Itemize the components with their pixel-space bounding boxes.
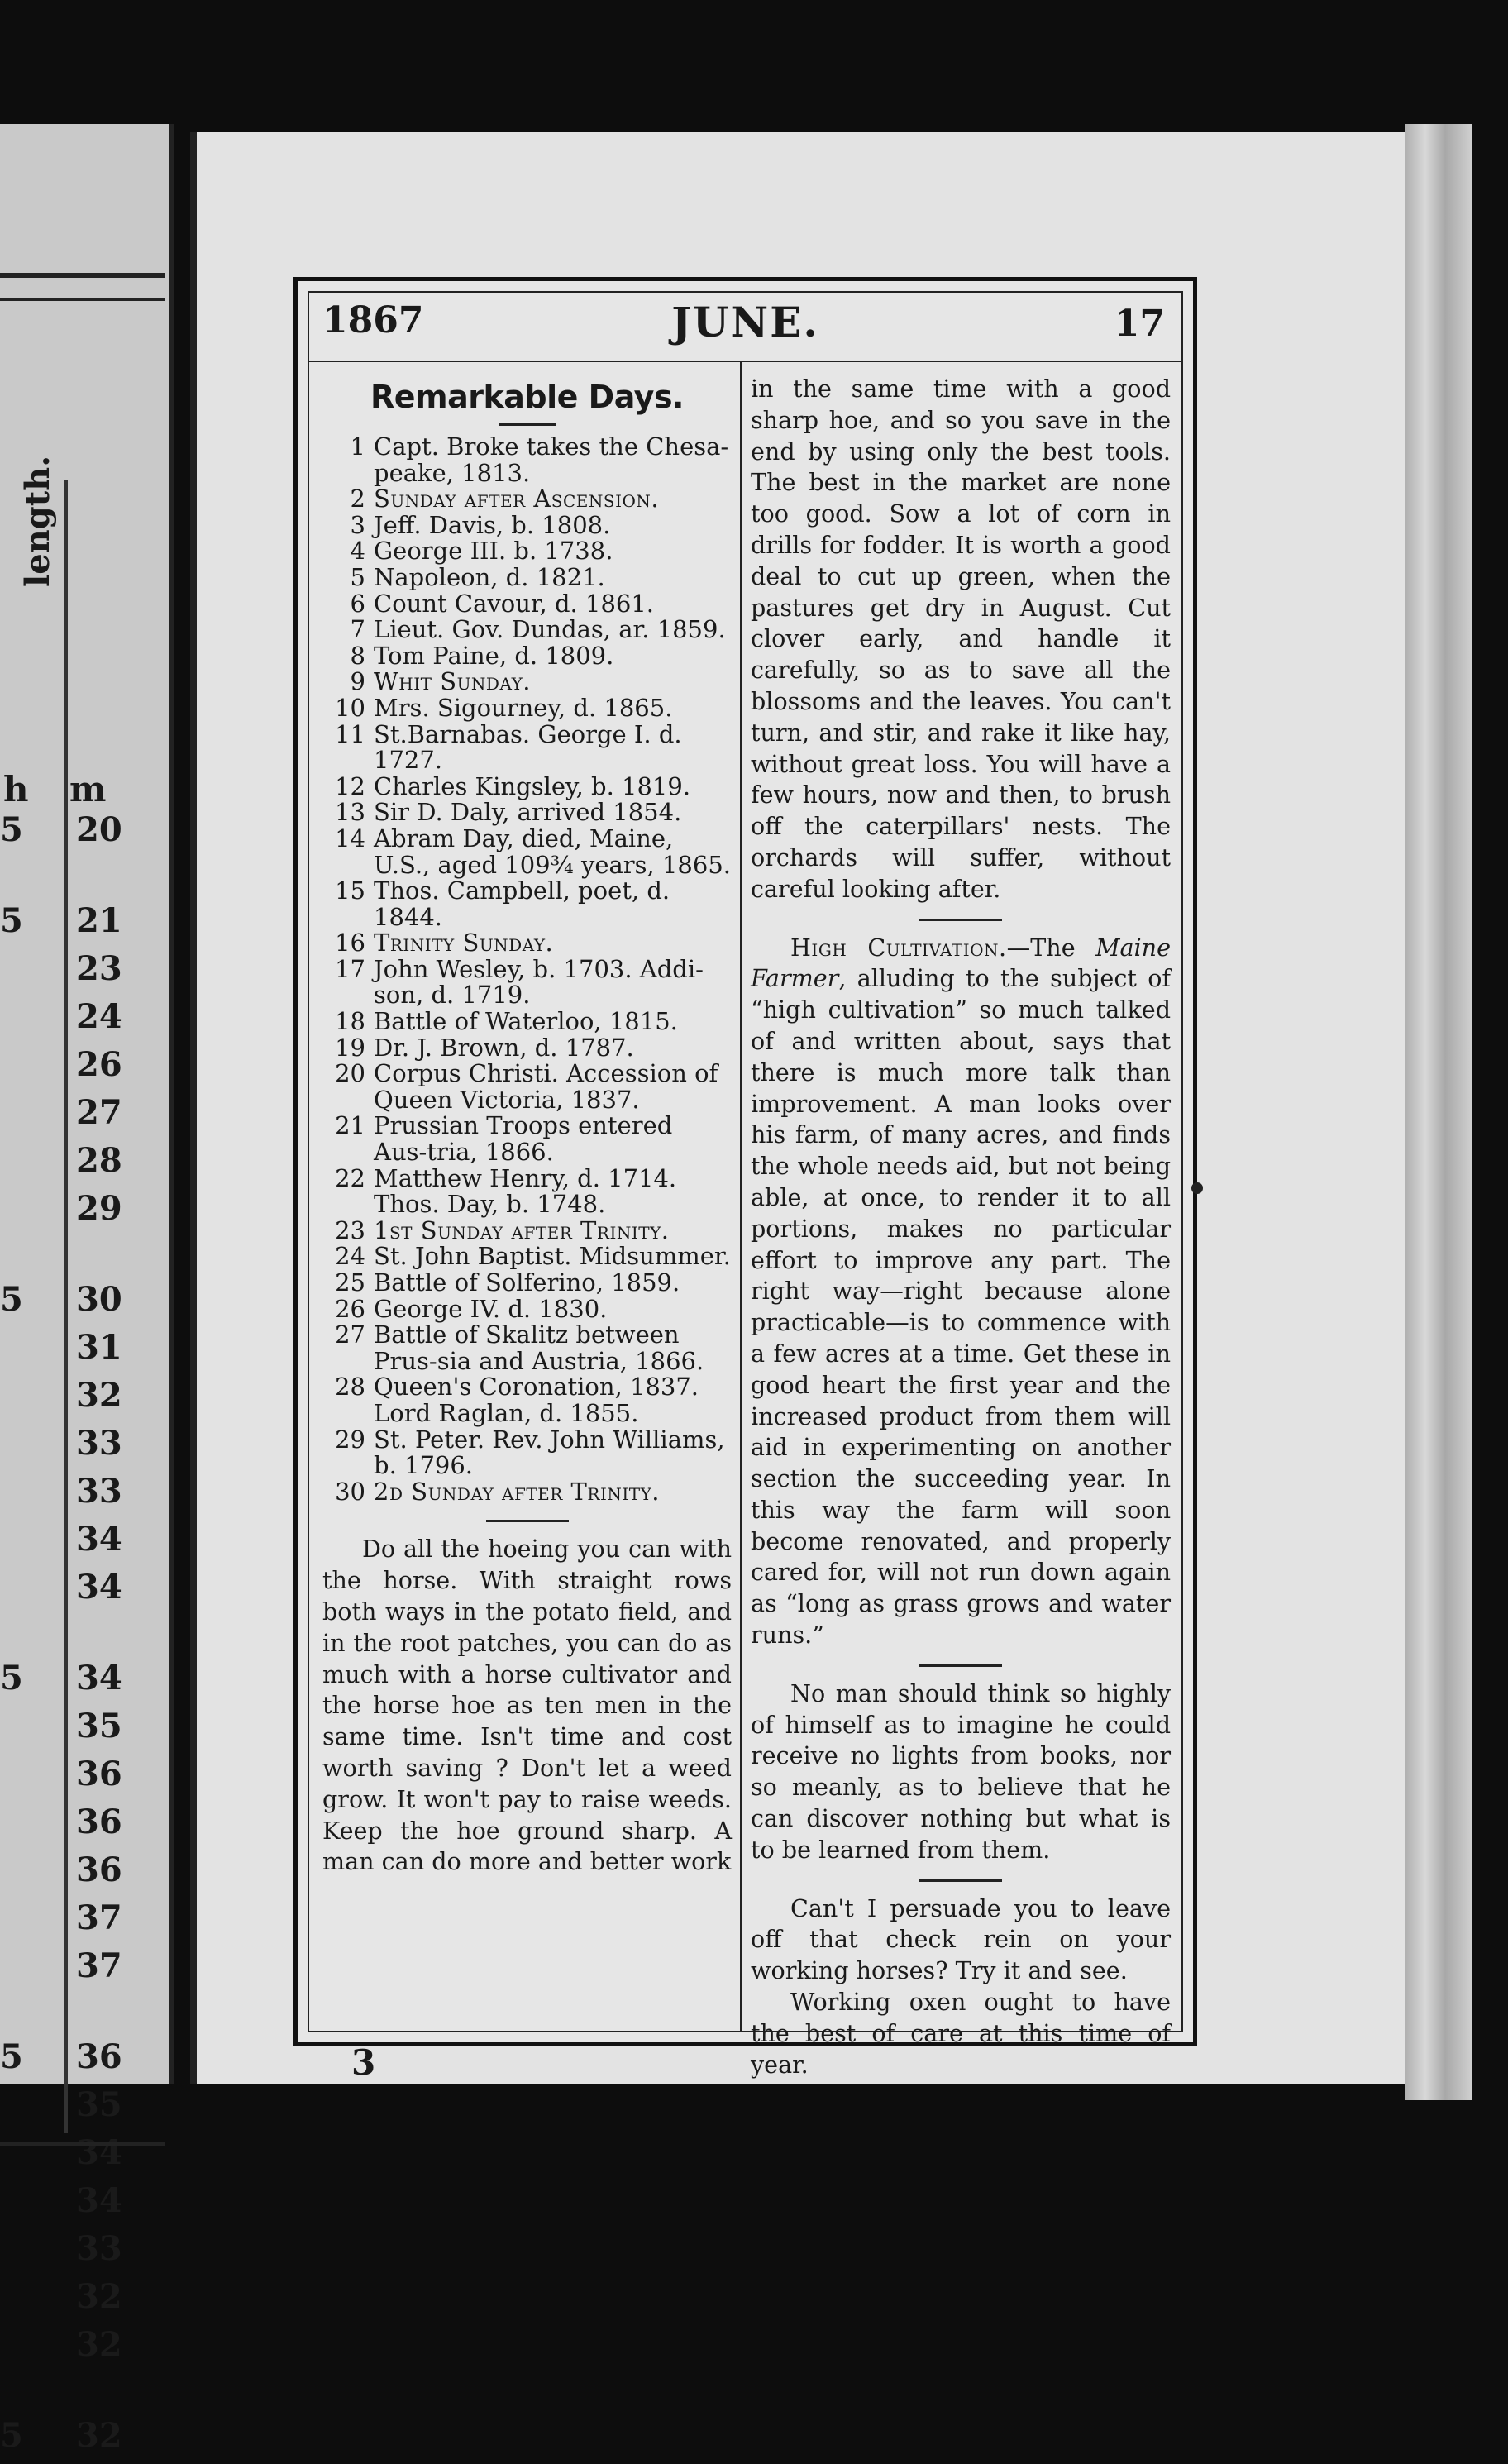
minutes-value: 37 [76, 1898, 122, 1937]
day-number: 3 [350, 510, 365, 539]
day-entry [322, 954, 732, 1010]
minutes-value: 34 [76, 2181, 122, 2220]
day-length-list [0, 810, 165, 2464]
minutes-value: 34 [76, 1568, 122, 1607]
day-length-row [0, 1616, 165, 1659]
minutes-value: 36 [76, 2037, 122, 2076]
day-number: 4 [350, 537, 365, 566]
day-event: Battle of Solferino, 1859. [374, 1268, 680, 1296]
day-event: St. Peter. Rev. John Williams, b. 1796. [374, 1425, 725, 1480]
hours-value: 5 [0, 1659, 23, 1698]
day-length-row [0, 858, 165, 901]
day-entry [322, 591, 732, 618]
day-event: Sir D. Daly, arrived 1854. [374, 798, 682, 827]
day-event: St. John Baptist. Midsummer. [374, 1242, 731, 1271]
day-length-row [0, 1755, 165, 1803]
day-number: 9 [350, 667, 365, 696]
section-rule [919, 1879, 1002, 1882]
left-page-rule [0, 298, 165, 301]
day-length-row [0, 1803, 165, 1850]
day-number: 24 [335, 1242, 365, 1271]
day-length-row [0, 1898, 165, 1946]
day-length-row [0, 1280, 165, 1328]
hours-value: 5 [0, 1280, 23, 1319]
day-number: 25 [335, 1268, 365, 1296]
minutes-value: 23 [76, 949, 122, 988]
day-number: 8 [350, 641, 365, 670]
day-length-row [0, 1189, 165, 1237]
day-entry [322, 1163, 732, 1219]
day-length-row [0, 2229, 165, 2277]
column-divider [740, 362, 742, 2032]
day-length-row [0, 1520, 165, 1568]
minutes-value: 33 [76, 1472, 122, 1511]
left-page-fragment [0, 124, 174, 2455]
day-number: 20 [335, 1059, 365, 1088]
day-entry [322, 562, 732, 591]
day-event: Sunday after Ascension. [374, 485, 660, 513]
day-length-row [0, 1376, 165, 1424]
day-event: Trinity Sunday. [374, 929, 554, 957]
day-entry [322, 1374, 732, 1426]
day-event: Matthew Henry, d. 1714. Thos. Day, b. 1748. [374, 1163, 677, 1219]
day-event: Corpus Christi. Accession of Queen Victoria, 1837. [374, 1059, 718, 1114]
day-entry [322, 1322, 732, 1374]
day-event: Tom Paine, d. 1809. [374, 641, 614, 670]
day-entry [322, 1244, 732, 1270]
day-length-row [0, 2325, 165, 2373]
day-event: Count Cavour, d. 1861. [374, 589, 655, 618]
day-entry [322, 1296, 732, 1323]
page-edge [1405, 124, 1472, 2100]
header-rule [308, 361, 1183, 362]
minutes-value: 37 [76, 1946, 122, 1985]
day-entry [322, 1427, 732, 1479]
ink-dot [1191, 1182, 1203, 1194]
day-entry [322, 1035, 732, 1062]
minutes-value: 32 [76, 2277, 122, 2316]
day-length-row [0, 1141, 165, 1189]
hours-header: h [3, 769, 29, 809]
day-number: 2 [350, 485, 365, 513]
day-length-row [0, 1328, 165, 1376]
day-event: Prussian Troops entered Aus-tria, 1866. [374, 1111, 673, 1167]
day-length-row [0, 1093, 165, 1141]
day-length-row [0, 2277, 165, 2325]
day-entry [322, 1113, 732, 1165]
day-entry [322, 1270, 732, 1296]
length-column-label: length. [18, 455, 57, 587]
day-number: 5 [350, 562, 365, 591]
day-entry [322, 538, 732, 565]
minutes-value: 32 [76, 2325, 122, 2364]
day-entry [322, 434, 732, 486]
minutes-value: 31 [76, 1328, 122, 1367]
day-event: 1st Sunday after Trinity. [374, 1215, 670, 1244]
books-paragraph: No man should think so highly of himself as to imagine he could receive no lights from books, nor so meanly, as to believe that he can discover nothing but what is to be learned from them. [751, 1678, 1171, 1864]
minutes-value: 32 [76, 2416, 122, 2455]
minutes-value: 21 [76, 901, 122, 940]
day-number: 21 [335, 1111, 365, 1140]
day-number: 30 [335, 1477, 365, 1506]
minutes-value: 36 [76, 1755, 122, 1793]
day-entry [322, 826, 732, 878]
day-event: Battle of Skalitz between Prus-sia and Austria, 1866. [374, 1320, 704, 1375]
day-length-row [0, 2037, 165, 2085]
day-number: 13 [335, 798, 365, 827]
minutes-value: 33 [76, 1424, 122, 1463]
day-entry [322, 1479, 732, 1506]
day-entry [322, 1215, 732, 1244]
day-number: 18 [335, 1007, 365, 1036]
day-number: 29 [335, 1425, 365, 1454]
day-number: 7 [350, 615, 365, 644]
minutes-value: 35 [76, 1707, 122, 1745]
day-entry [322, 1009, 732, 1035]
day-event: Jeff. Davis, b. 1808. [374, 510, 611, 539]
day-event: John Wesley, b. 1703. Addi-son, d. 1719. [374, 954, 704, 1010]
day-entry [322, 617, 732, 643]
title-rule [499, 423, 556, 426]
day-number: 26 [335, 1294, 365, 1323]
minutes-value: 29 [76, 1189, 122, 1228]
day-entry [322, 771, 732, 800]
day-event: Charles Kingsley, b. 1819. [374, 771, 691, 800]
high-cultivation-heading: High Cultivation. [790, 933, 1007, 962]
hours-value: 5 [0, 2416, 23, 2455]
high-cultivation-paragraph [751, 933, 1171, 1651]
day-event: Battle of Waterloo, 1815. [374, 1007, 678, 1036]
minutes-value: 24 [76, 997, 122, 1036]
header-month: JUNE. [671, 298, 819, 346]
day-number: 6 [350, 589, 365, 618]
check-rein-paragraph: Can't I persuade you to leave off that check rein on your working horses? Try it and see. [751, 1893, 1171, 1985]
day-number: 23 [335, 1215, 365, 1244]
hours-value: 5 [0, 901, 23, 940]
day-number: 27 [335, 1320, 365, 1349]
day-length-row [0, 1424, 165, 1472]
day-length-row [0, 1707, 165, 1755]
high-cultivation-source: Maine Farmer [751, 933, 1171, 993]
signature-mark: 3 [351, 2042, 376, 2083]
day-event: George IV. d. 1830. [374, 1294, 608, 1323]
day-event: George III. b. 1738. [374, 537, 613, 566]
section-rule [919, 919, 1002, 921]
day-length-row [0, 1045, 165, 1093]
day-entry [322, 643, 732, 670]
day-length-row [0, 1472, 165, 1520]
minutes-value: 33 [76, 2229, 122, 2268]
day-length-row [0, 2133, 165, 2181]
day-length-row [0, 997, 165, 1045]
day-length-row [0, 949, 165, 997]
day-event: St.Barnabas. George I. d. 1727. [374, 719, 682, 775]
day-number: 15 [335, 876, 365, 905]
day-entry [322, 695, 732, 722]
minutes-value: 34 [76, 2133, 122, 2172]
hoeing-paragraph: Do all the hoeing you can with the horse. With straight rows both ways in the potato field, and in the root patches, you can do as much with a horse cultivator and the horse hoe as ten men in the same time. Isn't time and cost worth saving ? Don't let a weed grow. It won't pay to raise weeds. Keep the hoe ground sharp. A man can do more and better work [322, 1535, 732, 1876]
day-event: Dr. J. Brown, d. 1787. [374, 1033, 634, 1062]
section-rule [919, 1664, 1002, 1667]
day-number: 16 [335, 929, 365, 957]
minutes-value: 36 [76, 1850, 122, 1889]
day-length-row [0, 1237, 165, 1280]
left-column [322, 372, 732, 1878]
day-length-row [0, 810, 165, 858]
day-length-row [0, 1659, 165, 1707]
day-entry [322, 486, 732, 513]
day-number: 12 [335, 771, 365, 800]
minutes-value: 28 [76, 1141, 122, 1180]
day-entry [322, 800, 732, 826]
day-number: 11 [335, 719, 365, 748]
minutes-value: 34 [76, 1659, 122, 1698]
day-number: 28 [335, 1373, 365, 1402]
day-entry [322, 669, 732, 695]
almanac-page-frame [293, 277, 1197, 2079]
day-number: 17 [335, 954, 365, 983]
day-event: Napoleon, d. 1821. [374, 562, 605, 591]
high-cultivation-lead: —The [1006, 933, 1096, 962]
day-length-row [0, 2181, 165, 2229]
day-event: Abram Day, died, Maine, U.S., aged 109¾ years, 1865. [374, 824, 731, 879]
day-length-row [0, 2416, 165, 2464]
day-length-row [0, 2373, 165, 2416]
day-event: Capt. Broke takes the Chesa-peake, 1813. [374, 432, 729, 487]
day-length-row [0, 901, 165, 949]
day-length-row [0, 1994, 165, 2037]
day-event: Whit Sunday. [374, 667, 532, 696]
left-page-hm-header [3, 769, 136, 809]
working-oxen-paragraph: Working oxen ought to have the best of care at this time of year. [751, 1988, 1171, 2079]
remarkable-days-title: Remarkable Days. [370, 379, 684, 415]
hours-value: 5 [0, 810, 23, 849]
day-event: Lieut. Gov. Dundas, ar. 1859. [374, 615, 726, 644]
minutes-value: 30 [76, 1280, 122, 1319]
minutes-value: 34 [76, 1520, 122, 1559]
section-rule [486, 1520, 569, 1522]
day-length-row [0, 2085, 165, 2133]
day-number: 22 [335, 1163, 365, 1192]
day-event: Thos. Campbell, poet, d. 1844. [374, 876, 670, 931]
day-entry [322, 878, 732, 930]
day-number: 14 [335, 824, 365, 852]
day-entry [322, 719, 732, 775]
right-column [751, 374, 1171, 2080]
day-event: Queen's Coronation, 1837. Lord Raglan, d. 1855. [374, 1373, 699, 1427]
minutes-value: 36 [76, 1803, 122, 1841]
day-entry [322, 510, 732, 539]
left-page-column-rule [64, 480, 68, 2133]
hours-value: 5 [0, 2037, 23, 2076]
tools-paragraph: in the same time with a good sharp hoe, and so you save in the end by using only the best tools. The best in the market are none too good. Sow a lot of corn in drills for fodder. It is worth a good deal to cut up green, when the pastures get dry in August. Cut clover early, and handle it carefully, so as to save all the blossoms and the leaves. You can't turn, and stir, and rake it like hay, without great loss. You will have a few hours, now and then, to brush off the caterpillars' nests. The orchards will suffer, without careful looking after. [751, 375, 1171, 903]
minutes-header: m [69, 769, 107, 809]
left-page-bottom-rule [0, 2142, 165, 2146]
page-header [308, 299, 1183, 359]
day-length-row [0, 1568, 165, 1616]
minutes-value: 27 [76, 1093, 122, 1132]
minutes-value: 26 [76, 1045, 122, 1084]
minutes-value: 20 [76, 810, 122, 849]
day-number: 1 [350, 432, 365, 461]
day-entry [322, 1061, 732, 1113]
day-length-row [0, 1850, 165, 1898]
remarkable-days-list [322, 434, 732, 1505]
header-page-number: 17 [1114, 303, 1165, 345]
day-entry [322, 930, 732, 957]
day-event: 2d Sunday after Trinity. [374, 1477, 661, 1506]
day-number: 19 [335, 1033, 365, 1062]
day-number: 10 [335, 693, 365, 722]
header-year: 1867 [322, 299, 424, 341]
high-cultivation-body: , alluding to the subject of “high cultivation” so much talked of and written about, says that there is much more talk than improvement. A man looks over his farm, of many acres, and finds the whole needs aid, but not being able, at once, to render it to all portions, makes no particular effort to improve any part. The right way—right because alone practicable—is to commence with a few acres at a time. Get these in good heart the first year and the increased product from them will aid in experimenting on another section the succeeding year. In this way the farm will soon become renovated, and properly cared for, will not run down again as “long as grass grows and water runs.” [751, 964, 1171, 1650]
day-length-row [0, 1946, 165, 1994]
minutes-value: 35 [76, 2085, 122, 2124]
day-event: Mrs. Sigourney, d. 1865. [374, 693, 673, 722]
left-page-header-rule [0, 273, 165, 286]
minutes-value: 32 [76, 1376, 122, 1415]
